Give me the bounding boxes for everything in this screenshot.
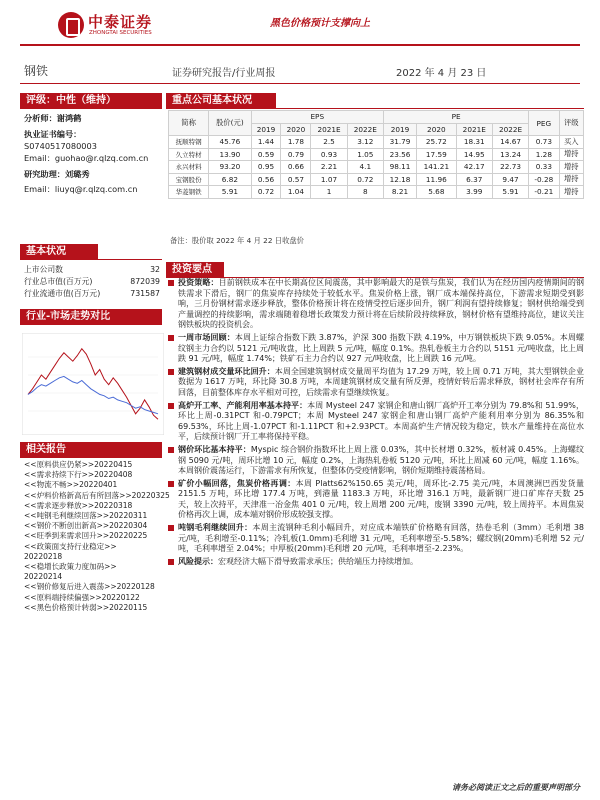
highlight-title: 风险提示：	[178, 556, 218, 566]
related-section-header: 相关报告	[20, 442, 162, 458]
table-cell: 93.20	[209, 161, 251, 174]
col-year: 2019	[383, 123, 416, 136]
company-name-cell: 宝钢股份	[169, 173, 209, 186]
col-pe: PE	[383, 111, 528, 124]
highlight-paragraph	[168, 523, 584, 555]
license-number: S0740517080003	[24, 141, 97, 151]
highlight-paragraph	[168, 367, 584, 399]
company-table	[168, 110, 584, 199]
table-cell: 0.73	[529, 136, 559, 149]
basics-rule	[98, 259, 162, 260]
table-row	[169, 173, 584, 186]
company-table-body	[169, 136, 584, 199]
highlight-title: 高炉开工率、产能利用率基本持平：	[178, 400, 308, 410]
highlight-text: 宏观经济大幅下滑导致需求承压；供给端压力持续增加。	[218, 556, 418, 566]
basics-row	[24, 264, 160, 275]
highlight-text: 本周 Mysteel 247 家钢企和唐山钢厂高炉开工率分别为 79.8%和 51.99%，环比上周-0.31PCT 和-0.79PCT；本周 Mysteel 247 家钢企和唐山钢厂高炉产能利用率分别为 86.35%和 69.53%，环比上周-1.07PCT 和-1.11PCT 和+2.93PCT。本周高炉生产情况较为稳定，铁水产量维持在高位水平，后续预计钢厂开工率将保持平稳。	[178, 400, 584, 442]
col-peg: PEG	[529, 111, 559, 136]
highlight-paragraph	[168, 445, 584, 477]
bullet-square-icon	[168, 525, 174, 531]
subheader-divider	[20, 83, 580, 84]
table-cell: 14.95	[456, 148, 492, 161]
col-year: 2020	[417, 123, 457, 136]
highlight-text: 目前钢铁成本在中长期高位区间震荡，其中影响最大的是铁与焦炭，我们认为在经历国内疫情期间的钢铁需求下滑后，钢厂的焦炭库存持续处于较低水平。焦炭价格上涨，钢厂成本端保持高位，下游需求短期受到影响，三月份钢材需求逐步释放，整体价格预计将在疫情受控后逐步回升，钢厂利润有望持续修复；钢材供给端受到产量调控的持续影响，需求端随着稳增长政策发力预计将在后续阶段持续释放，钢材价格有望维持高位，建议关注钢铁板块的投资机会。	[178, 278, 585, 330]
table-row	[169, 148, 584, 161]
table-cell: 31.79	[383, 136, 416, 149]
table-cell: 13.24	[492, 148, 528, 161]
related-report-link[interactable]: <<黑色价格预计转弱>>20220115	[24, 602, 148, 612]
table-cell: 5.91	[209, 186, 251, 199]
highlight-paragraph	[168, 479, 584, 521]
header-divider	[20, 44, 580, 46]
table-cell: 1.05	[347, 148, 383, 161]
market-trend-chart	[22, 333, 164, 435]
table-cell: 18.31	[456, 136, 492, 149]
table-cell: 2.5	[311, 136, 347, 149]
table-cell: 11.96	[417, 173, 457, 186]
table-cell: 141.21	[417, 161, 457, 174]
table-cell: 增持	[559, 173, 583, 186]
bullet-square-icon	[168, 403, 174, 409]
company-logo	[58, 8, 178, 42]
related-report-link[interactable]: <<政策面支持行业稳定>>	[24, 541, 117, 551]
table-cell: 45.76	[209, 136, 251, 149]
table-cell: 25.72	[417, 136, 457, 149]
col-year: 2022E	[492, 123, 528, 136]
table-cell: 0.57	[281, 173, 311, 186]
table-cell: -0.21	[529, 186, 559, 199]
table-cell: 42.17	[456, 161, 492, 174]
bullet-square-icon	[168, 280, 174, 286]
basics-section-header: 基本状况	[20, 244, 98, 260]
col-price: 股价(元)	[209, 111, 251, 136]
highlight-title: 矿价小幅回落，焦炭价格再调：	[178, 478, 296, 488]
table-cell: 1.78	[281, 136, 311, 149]
table-cell: 增持	[559, 186, 583, 199]
basics-value: 731587	[130, 289, 160, 298]
highlight-text: 本周全国建筑钢材成交量周平均值为 17.29 万吨，较上周 0.71 万吨，其大型钢铁企业数据为 1617 万吨，环比降 30.8 万吨，本周建筑钢材成交量有所反弹，疫情好转后需求释放，钢材社会库存有所回落，目前整体库存水平相对可控，后续需求有望继续恢复。	[178, 366, 584, 397]
company-name-cell: 永兴材料	[169, 161, 209, 174]
table-cell: 98.11	[383, 161, 416, 174]
table-cell: 1.07	[311, 173, 347, 186]
related-report-link[interactable]: 20220214	[24, 572, 63, 582]
table-note: 备注：股价取 2022 年 4 月 22 日收盘价	[170, 236, 304, 245]
table-cell: 0.33	[529, 161, 559, 174]
highlight-text: 本周主流钢种毛利小幅回升，对应成本端铁矿价格略有回落，热卷毛利（3mm）毛利增 38 元/吨，毛利增至-0.11%；冷轧板(1.0mm)毛利增 31 元/吨，毛利率增至-5.58%；螺纹钢(20mm)毛利增 52 元/吨，毛利率增至 2.04%；中厚板(20mm)毛利增 20 元/吨，毛利率增至-2.23%。	[178, 523, 584, 554]
table-cell: 1.28	[529, 148, 559, 161]
table-cell: 0.59	[251, 148, 281, 161]
related-report-link[interactable]: <<稳增长政策力度加码>>	[24, 562, 117, 572]
table-cell: 0.95	[251, 161, 281, 174]
basics-value: 872039	[130, 277, 160, 286]
table-cell: 增持	[559, 161, 583, 174]
col-year: 2019	[251, 123, 281, 136]
report-title: 黑色价格预计支撑向上	[270, 18, 370, 29]
table-row	[169, 136, 584, 149]
highlight-paragraph	[168, 401, 584, 443]
analyst-email[interactable]: Email：guohao@r.qlzq.com.cn	[24, 153, 149, 163]
table-cell: -0.28	[529, 173, 559, 186]
company-name-cell: 抚顺特钢	[169, 136, 209, 149]
table-cell: 5.68	[417, 186, 457, 199]
highlight-title: 投资策略：	[178, 278, 219, 287]
related-report-list	[24, 460, 170, 613]
basics-value: 32	[150, 265, 160, 274]
table-cell: 17.59	[417, 148, 457, 161]
bullet-square-icon	[168, 559, 174, 565]
table-cell: 0.72	[251, 186, 281, 199]
bullet-square-icon	[168, 481, 174, 487]
researcher-email[interactable]: Email：liuyq@r.qlzq.com.cn	[24, 184, 138, 194]
highlight-title: 建筑钢材成交量环比回升：	[178, 366, 275, 376]
table-cell: 买入	[559, 136, 583, 149]
col-year: 2020	[281, 123, 311, 136]
col-eps: EPS	[251, 111, 383, 124]
table-cell: 3.99	[456, 186, 492, 199]
highlight-title: 一周市场回顾：	[178, 332, 235, 342]
related-report-link[interactable]: 20220218	[24, 551, 63, 561]
highlight-title: 吨钢毛利继续回升：	[178, 523, 253, 533]
col-rating: 评级	[559, 111, 583, 136]
related-report-link[interactable]: <<吨钢毛利继续回落>>20220311	[24, 511, 148, 521]
table-cell: 12.18	[383, 173, 416, 186]
bullet-square-icon	[168, 335, 174, 341]
basics-row	[24, 276, 160, 287]
analyst-name: 分析师：谢鸿鹤	[24, 113, 82, 123]
table-cell: 3.12	[347, 136, 383, 149]
license-label: 执业证书编号：	[24, 129, 82, 139]
bullet-square-icon	[168, 369, 174, 375]
highlight-text: 本周上证综合指数下跌 3.87%，沪深 300 指数下跌 4.19%，中万钢铁板块下跌 9.05%。本周螺纹钢主力合约以 5121 元/吨收盘，比上周跌 5 元/吨，幅度 0.1%。热轧卷板主力合约以 5151 元/吨收盘，比上周跌 91 元/吨，幅度 1.74%；铁矿石主力合约以 927 元/吨收盘，比上周跌 16 元/吨。	[178, 332, 584, 364]
advice-section-header: 投资要点	[166, 262, 224, 278]
company-name-cn: 中泰证券	[88, 13, 153, 31]
related-report-link[interactable]: <<旺季到来需求回升>>20220225	[24, 531, 148, 541]
related-report-link[interactable]: <<钢价修复后进入震荡>>20220128	[24, 582, 155, 592]
company-name-cell: 华菱钢铁	[169, 186, 209, 199]
table-cell: 14.67	[492, 136, 528, 149]
table-cell: 0.66	[281, 161, 311, 174]
industry-label: 钢铁	[24, 64, 49, 78]
basics-label: 上市公司数	[24, 265, 63, 274]
table-cell: 9.47	[492, 173, 528, 186]
highlight-text: 本周 Platts62%150.65 美元/吨，周环比-2.75 美元/吨，本周澳洲巴西发货量 2151.5 万吨，环比增 177.4 万吨，到港量 1183.3 万吨，环比增 316.1 万吨，最新钢厂进口矿库存天数 25 天，较上次持平，天津准一冶金焦 401 0 元/吨，较上周增 200 元/吨，废钢 3390 元/吨，较上周持平。本周焦炭价格再次上调，成本端对钢价形成较强支撑。	[178, 478, 584, 520]
table-cell: 增持	[559, 148, 583, 161]
related-report-link[interactable]: <<原料端持续偏强>>20220122	[24, 592, 140, 602]
highlight-paragraph	[168, 278, 584, 331]
investment-highlights	[168, 278, 584, 569]
report-type: 证券研究报告/行业周报	[172, 68, 276, 79]
table-cell: 22.73	[492, 161, 528, 174]
table-cell: 6.37	[456, 173, 492, 186]
col-year: 2021E	[311, 123, 347, 136]
table-cell: 4.1	[347, 161, 383, 174]
chart-frame	[22, 333, 164, 435]
researcher-name: 研究助理：刘璐秀	[24, 169, 90, 179]
table-cell: 2.21	[311, 161, 347, 174]
highlight-title: 钢价环比基本持平：	[178, 444, 251, 454]
bullet-square-icon	[168, 447, 174, 453]
related-report-link[interactable]: <<原料供应仍紧>>20220415	[24, 460, 133, 469]
company-table-rule	[276, 108, 584, 109]
highlight-paragraph	[168, 333, 584, 365]
related-report-link[interactable]: <<物流不畅>>20220401	[24, 480, 118, 490]
col-year: 2021E	[456, 123, 492, 136]
related-report-link[interactable]: <<需求逐步释放>>20220318	[24, 500, 133, 510]
table-cell: 0.93	[311, 148, 347, 161]
table-cell: 13.90	[209, 148, 251, 161]
related-report-link[interactable]: <<炉料价格新高后有所回落>>20220325	[24, 490, 170, 500]
basics-label: 行业流通市值(百万元)	[24, 289, 101, 298]
highlight-text: Myspic 综合钢价指数环比上周上涨 0.03%，其中长材增 0.32%，板材减 0.45%。上海螺纹钢 5090 元/吨，周环比增 10 元，幅度 0.2%，上海热轧卷板 5120 元/吨，环比上周减 60 元/吨，幅度 1.16%。本周钢价震荡运行，下游需求有所恢复，但整体仍受疫情影响，钢价短期维持震荡格局。	[178, 444, 584, 476]
table-cell: 6.82	[209, 173, 251, 186]
company-name-cell: 久立特材	[169, 148, 209, 161]
basics-row	[24, 288, 160, 299]
table-row	[169, 161, 584, 174]
table-cell: 8	[347, 186, 383, 199]
table-cell: 5.91	[492, 186, 528, 199]
related-report-link[interactable]: <<需求持续下行>>20220408	[24, 470, 133, 480]
footer-disclaimer: 请务必阅读正文之后的重要声明部分	[452, 783, 580, 792]
trend-section-header: 行业-市场走势对比	[20, 309, 162, 325]
table-cell: 0.79	[281, 148, 311, 161]
related-report-link[interactable]: <<钢价不断创出新高>>20220304	[24, 521, 148, 531]
table-cell: 0.56	[251, 173, 281, 186]
company-name-en: ZHONGTAI SECURITIES	[89, 30, 152, 36]
highlight-paragraph	[168, 557, 584, 568]
logo-mark-icon	[58, 12, 84, 38]
table-cell: 1	[311, 186, 347, 199]
table-row	[169, 186, 584, 199]
table-cell: 23.56	[383, 148, 416, 161]
col-name: 简称	[169, 111, 209, 136]
report-date: 2022 年 4 月 23 日	[396, 68, 487, 79]
col-year: 2022E	[347, 123, 383, 136]
rating-section-header: 评级：中性（维持）	[20, 93, 162, 109]
company-table-header: 重点公司基本状况	[166, 93, 276, 109]
table-cell: 0.72	[347, 173, 383, 186]
table-cell: 1.04	[281, 186, 311, 199]
basics-label: 行业总市值(百万元)	[24, 277, 93, 286]
table-cell: 1.44	[251, 136, 281, 149]
table-cell: 8.21	[383, 186, 416, 199]
